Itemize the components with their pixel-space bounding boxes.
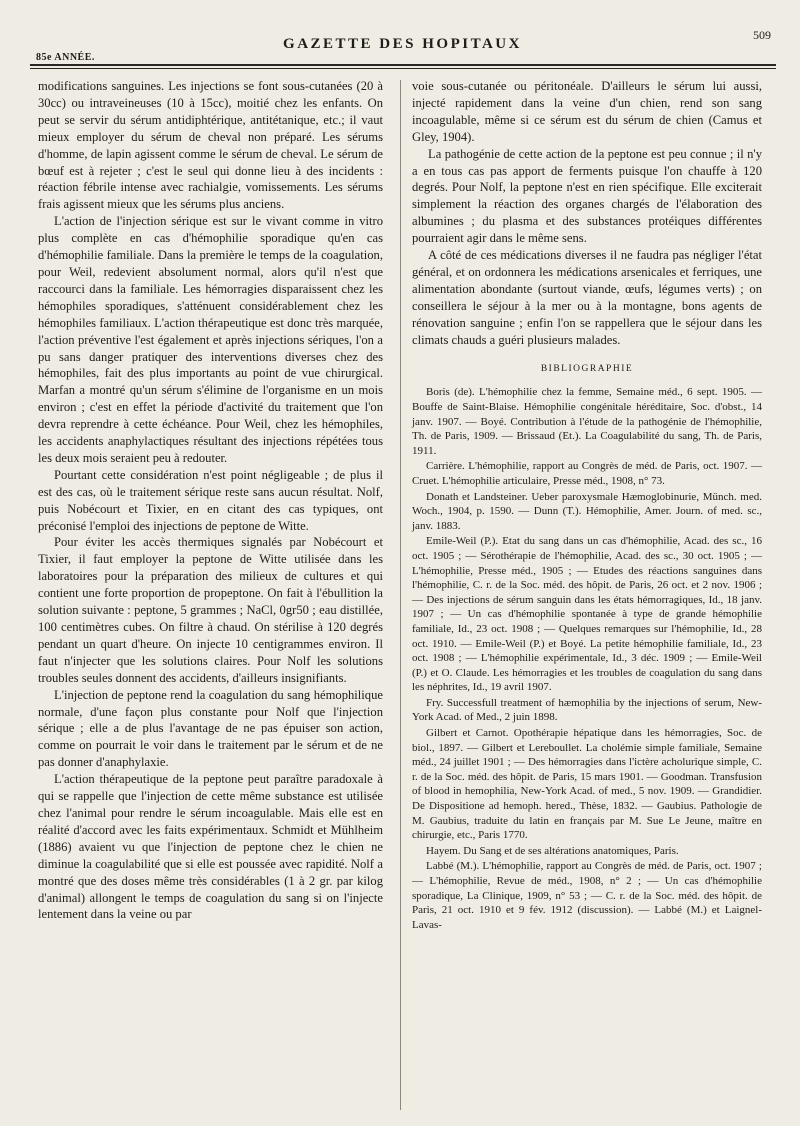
bibliography: [412, 385, 762, 932]
bibliography-entry: Labbé (M.). L'hémophilie, rapport au Congrès de méd. de Paris, oct. 1907 ; — L'hémophilie, Revue de méd., 1908, n° 2 ; — Un cas d'hémophilie sporadique, La Clinique, 1909, n° 53 ; — C. r. de la Soc. méd. des hôpit. de Paris, 21 oct. 1910 et 9 fév. 1912 (discussion). — Labbé (M.) et Laignel-Lavas-: [412, 860, 762, 931]
bibliography-entry: Boris (de). L'hémophilie chez la femme, Semaine méd., 6 sept. 1905. — Bouffe de Saint-Blaise. Hémophilie congénitale héréditaire, Soc. d'obst., 14 janv. 1907. — Boyé. Contribution à l'étude de la pathogénie de l'hémophilie, Th. de Paris, 1909. — Brissaud (Et.). La Coagulabilité du sang, Th. de Paris, 1911.: [412, 386, 762, 457]
header-rule-thin: [30, 68, 776, 69]
bibliography-entry: Emile-Weil (P.). Etat du sang dans un cas d'hémophilie, Acad. des sc., 16 oct. 1905 ; — Sérothérapie de l'hémophilie, Acad. des sc., 30 oct. 1905 ; — L'hémophilie, Presse méd., 1905 ; — Etudes des réactions sanguines dans l'hémophilie, C. r. de la Soc. méd. des hôpit. de Paris, 26 oct. et 2 nov. 1906 ; — Des injections de sérum sanguin dans les états hémorragiques, Id., 18 janv. 1907 ; — Un cas d'hémophilie spontanée à type de grande hémophilie familiale, Id., 23 oct. 1908 ; — Quelques remarques sur l'hémophilie, Id., 28 oct. 1910. — Emile-Weil (P.) et Boyé. La petite hémophilie familiale, Id., 23 oct. 1908 ; — L'hémophilie expérimentale, Id., 3 déc. 1909 ; — Emile-Weil (P.) et O. Claude. Les hémorragies et les troubles de coagulation du sang dans les néphrites, Id., 19 avril 1907.: [412, 535, 762, 694]
paragraph: Pourtant cette considération n'est point négligeable ; de plus il est des cas, où le traitement sérique reste sans aucun résultat. Nolf, puis Nobécourt et Tixier, en en citant des cas typiques, ont préconisé l'emploi des injections de peptone de Witte.: [38, 467, 383, 533]
column-divider: [400, 80, 401, 1110]
bibliography-heading: BIBLIOGRAPHIE: [540, 363, 634, 374]
bibliography-entry: Fry. Successfull treatment of hæmophilia by the injections of serum, New-York Acad. of Med., 2 juin 1898.: [412, 696, 762, 724]
paragraph: L'injection de peptone rend la coagulation du sang hémophilique normale, d'une façon plus constante pour Nolf que l'injection sérique ; elle a de plus l'avantage de ne pas épuiser son action, comme on pourrait le voir dans le traitement par le sérum et de ne pas donner d'anaphylaxie.: [38, 687, 383, 770]
bibliography-entry: Gilbert et Carnot. Opothérapie hépatique dans les hémorragies, Soc. de biol., 1897. — Gilbert et Lereboullet. La cholémie simple familiale, Semaine méd., 24 juillet 1901 ; — Des hémorragies dans l'ictère acholurique simple, C. r. de la Soc. méd. des hôpit. de Paris, 15 mars 1901. — Goodman. Transfusion of blood in hemophilia, New-York Acad. of med., 5 nov. 1909. — Grandidier. De Dispositione ad hemoph. hered., Thèse, 1832. — Gaubius. Pathologie de M. Gaubius, traduite du latin en français par M. Sue Le Jeune, maître en chirurgie, etc., Paris 1770.: [412, 727, 762, 842]
paragraph: La pathogénie de cette action de la peptone est peu connue ; il n'y a en tous cas pas apport de ferments puisque l'on chauffe à 120 degrés. Pour Nolf, la peptone n'est en rien spécifique. Elle exciterait simplement la réaction des organes chargés de l'élaboration des albumines ; du plasma et des substances protéiques différentes pourraient agir dans le même sens.: [412, 146, 762, 246]
paragraph: Pour éviter les accès thermiques signalés par Nobécourt et Tixier, il faut employer la peptone de Witte utilisée dans les laboratoires pour la préparation des milieux de cultures et qui contient une forte proportion de propeptone. On fait à l'ébullition la solution suivante : peptone, 5 grammes ; NaCl, 0gr50 ; eau distillée, 100 centimètres cubes. On filtre à chaud. On stérilise à 120 degrés pendant un quart d'heure. On injecte 10 centigrammes environ. Il faut n'injecter que les solutions claires. Pour Nolf les solutions troubles seules donnent des accidents, d'ailleurs insignifiants.: [38, 535, 383, 685]
page-header: [30, 22, 775, 68]
paragraph: L'action thérapeutique de la peptone peut paraître paradoxale à qui se rappelle que l'injection de cette même substance est utilisée chez l'animal pour rendre le sérum incoagulable. Mais elle est en réalité d'accord avec les faits expérimentaux. Schmidt et Mühlheim (1886) avaient vu que l'injection de peptone chez le chien ne diminue la coagulabilité que si elle est poussée avec rapidité. Nolf a montré que des doses même très considérables (1 à 2 gr. par kilog d'animal) allongent le temps de coagulation du sang si on l'injecte lentement dans la veine ou par: [38, 772, 383, 922]
right-column: [412, 78, 762, 933]
paragraph: L'action de l'injection sérique est sur le vivant comme in vitro plus complète en cas d'hémophilie sporadique qu'en cas d'hémophilie familiale. Dans la première le temps de la coagulation, pour Weil, redevient absolument normal, alors qu'il n'est que raccourci dans la familiale. Les hémorragies disparaissent chez les hémophiles sporadiques, s'atténuent considérablement chez les hémophiles familiaux. L'action thérapeutique est donc très marquée, l'action préventive l'est également et après injections sériques, l'on a pu sans danger pratiquer des interventions diverses chez des hémophiles, fait des plus importants au point de vue chirurgical. Marfan a montré qu'un sérum s'élimine de l'organisme en un mois environ ; c'est en effet la période d'activité du traitement que l'on devra reprendre à cette échéance. Pour Weil, chez les hémophiles, les accidents anaphylactiques résultant des injections répétées tous les deux mois seraient peu à redouter.: [38, 214, 383, 465]
header-rule: [30, 64, 776, 66]
paragraph: A côté de ces médications diverses il ne faudra pas négliger l'état général, et on ordonnera les médications arsenicales et ferriques, une alimentation abondante (surtout viande, œufs, légumes verts) ; on conseillera le séjour à la mer ou à la montagne, bons agents de rénovation sanguine ; enfin l'on se rappellera que le séjour dans les climats chauds a guéri plusieurs malades.: [412, 248, 762, 347]
journal-title: GAZETTE DES HOPITAUX: [283, 36, 522, 52]
bibliography-entry: Hayem. Du Sang et de ses altérations anatomiques, Paris.: [426, 844, 679, 857]
year-label: 85e ANNÉE.: [36, 52, 95, 63]
bibliography-entry: Carrière. L'hémophilie, rapport au Congrès de méd. de Paris, oct. 1907. — Cruet. L'hémophilie articulaire, Presse méd., 1908, n° 73.: [412, 460, 762, 487]
bibliography-entry: Donath et Landsteiner. Ueber paroxysmale Hæmoglobinurie, Münch. med. Woch., 1904, p. 1590. — Dunn (T.). Hémophilie, Amer. Journ. of med. sc., janv. 1883.: [412, 490, 762, 532]
page-number: 509: [753, 28, 771, 42]
paragraph: modifications sanguines. Les injections se font sous-cutanées (20 à 30cc) ou intraveineuses (10 à 15cc), moitié chez les enfants. On peut se servir du sérum antidiphtérique, antitétanique, etc.; il vaut mieux employer du sérum de cheval non préparé. Les sérums d'homme, de lapin agissent comme le sérum de cheval. Le sérum de bœuf est à rejeter ; c'est le seul qui donne lieu à des incidents : réaction fébrile intense avec rachialgie, vomissements. Les sérums frais agissent mieux que les sérums plus anciens.: [38, 79, 383, 212]
left-column: [38, 78, 383, 923]
paragraph: voie sous-cutanée ou péritonéale. D'ailleurs le sérum lui aussi, injecté rapidement dans la veine d'un chien, rend son sang incoagulable, même si ce sérum est du sérum de chien (Camus et Gley, 1904).: [412, 79, 762, 144]
